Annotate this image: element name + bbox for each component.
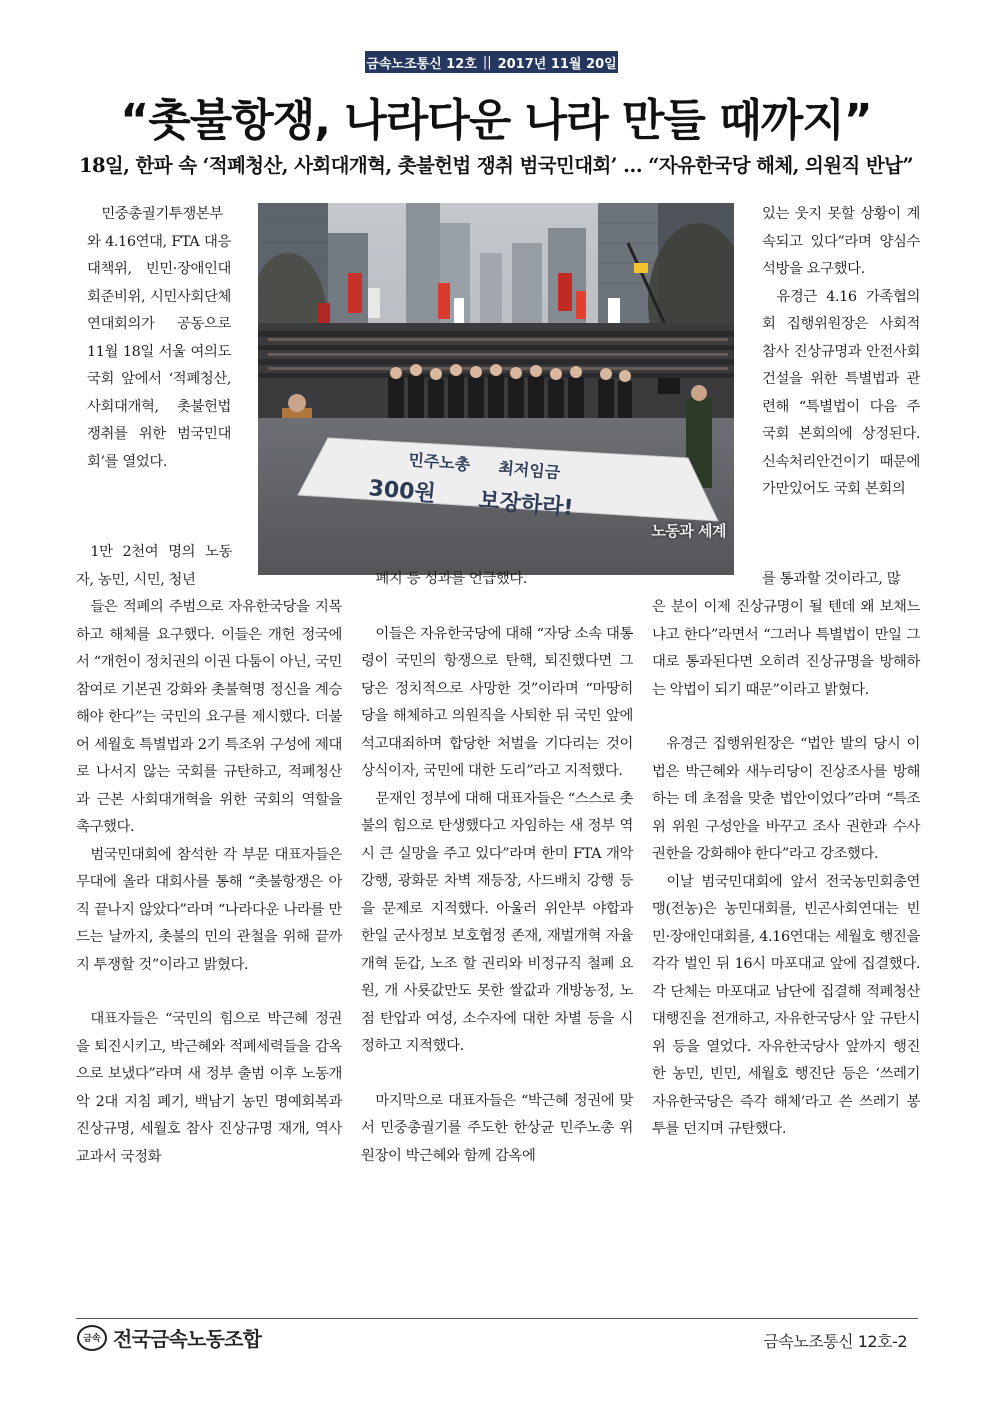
column-1-bottom [76, 594, 342, 1171]
paragraph: 마지막으로 대표자들은 “박근혜 정권에 맞서 민중총궐기를 주도한 한상균 민주노총 위원장이 박근혜와 함께 감옥에 [361, 1092, 633, 1164]
headline: “촛불항쟁, 나라다운 나라 만들 때까지” [120, 95, 872, 146]
column-1-top [87, 201, 231, 476]
publication-date: 2017년 11월 20일 [497, 56, 617, 72]
paragraph: 를 통과할 것이라고, 많 [762, 571, 901, 587]
paragraph: 대표자들은 “국민의 힘으로 박근혜 정권을 퇴진시키고, 박근혜와 적폐세력들을 감옥으로 보냈다”라며 새 정부 출범 이후 노동개악 2대 지침 폐기, 백남기 농민 명예회복과 진상규명, 세월호 참사 진상규명 재개, 역사교과서 국정화 [76, 1011, 342, 1165]
paragraph: 문재인 정부에 대해 대표자들은 “스스로 촛불의 힘으로 탄생했다고 자임하는 새 정부 역시 큰 실망을 주고 있다”라며 한미 FTA 개악 강행, 광화문 차벽 재등장, 사드배치 강행 등을 문제로 지적했다. 아울러 위안부 야합과 한일 군사정보 보호협정 존재, 재벌개혁 자율개혁 둔갑, 노조 할 권리와 비정규직 철폐 요원, 개 사룟값만도 못한 쌀값과 개방농정, 노점 탄압과 여성, 소수자에 대한 차별 등을 시정하고 지적했다. [361, 790, 633, 1054]
banner-line-1: 민주노총 [407, 450, 471, 475]
union-name: 전국금속노동조합 [113, 1327, 262, 1351]
union-logo [77, 1323, 261, 1352]
banner-line-3: 300원 [367, 476, 437, 507]
paragraph: 들은 적폐의 주범으로 자유한국당을 지목하고 해체를 요구했다. 이들은 개헌 정국에서 “개헌이 정치권의 이권 다툼이 아닌, 국민 참여로 기본권 강화와 촛불혁명 정신을 계승해야 한다”는 국민의 요구를 제시했다. 더불어 세월호 특별법과 2기 특조위 구성에 제대로 나서지 않는 국회를 규탄하고, 적폐청산과 근본 사회대개혁을 위한 국회의 역할을 촉구했다. [76, 599, 342, 835]
paragraph: 1만 2천여 명의 노동자, 농민, 시민, 청년 [76, 544, 232, 588]
paragraph: 유경근 4.16 가족협의회 집행위원장은 사회적 참사 진상규명과 안전사회 건설을 위한 특별법과 관련해 “특별법이 다음 주 국회 본회의에 상정된다. 신속처리안건이기 때문에 가만있어도 국회 본회의 [762, 288, 920, 497]
paragraph: 이들은 자유한국당에 대해 “자당 소속 대통령이 국민의 항쟁으로 탄핵, 퇴진했다면 그 당은 정치적으로 사망한 것”이라며 “마땅히 당을 해체하고 의원직을 사퇴한 뒤 국민 앞에 석고대죄하며 합당한 처벌을 기다리는 것이 상식이자, 국민에 대한 도리”라고 지적했다. [361, 625, 633, 779]
column-1-mid [76, 539, 232, 594]
union-emblem-icon: 금속 [77, 1325, 107, 1351]
paragraph: 폐지 등 성과를 언급했다. [375, 571, 528, 587]
column-3-top [762, 201, 920, 504]
publication-title: 금속노조통신 12호 [366, 56, 477, 72]
paragraph: 은 분이 이제 진상규명이 될 텐데 왜 보채느냐고 한다”라면서 “그러나 특별법이 만일 그대로 통과된다면 오히려 진상규명을 방해하는 악법이 되기 때문”이라고 밝혔다. [652, 599, 920, 698]
column-2 [361, 566, 633, 1170]
photo-credit: 노동과 세계 [651, 522, 726, 540]
header-separator: || [482, 54, 492, 70]
publication-header [365, 51, 618, 73]
page-label: 금속노조통신 12호-2 [763, 1332, 907, 1351]
banner-line-4: 보장하라! [477, 488, 575, 522]
column-3-bottom [652, 594, 920, 1144]
footer-divider [76, 1318, 918, 1319]
banner-line-2: 최저임금 [497, 458, 561, 483]
subheadline: 18일, 한파 속 ‘적폐청산, 사회대개혁, 촛불헌법 쟁취 범국민대회’ … “자유한국당 해체, 의원직 반납” [78, 154, 913, 177]
rally-photo [258, 203, 734, 575]
paragraph: 있는 웃지 못할 상황이 계속되고 있다”라며 양심수 석방을 요구했다. [762, 206, 920, 277]
paragraph: 민중총궐기투쟁본부와 4.16연대, FTA 대응대책위, 빈민·장애인대회준비위, 시민사회단체연대회의가 공동으로 11월 18일 서울 여의도 국회 앞에서 ‘적폐청산, 사회대개혁, 촛불헌법 쟁취를 위한 범국민대회’를 열었다. [87, 206, 231, 470]
paragraph: 이날 범국민대회에 앞서 전국농민회총연맹(전농)은 농민대회를, 빈곤사회연대는 빈민·장애인대회를, 4.16연대는 세월호 행진을 각각 벌인 뒤 16시 마포대교 앞에 집결했다. 각 단체는 마포대교 남단에 집결해 적폐청산 대행진을 전개하고, 자유한국당사 앞 규탄시위 등을 열었다. 자유한국당사 앞까지 행진한 농민, 빈민, 세월호 행진단 등은 ‘쓰레기 자유한국당은 즉각 해체’라고 쓴 쓰레기 봉투를 던지며 규탄했다. [652, 873, 920, 1137]
column-3-mid [762, 566, 920, 594]
paragraph: 범국민대회에 참석한 각 부문 대표자들은 무대에 올라 대회사를 통해 “촛불항쟁은 아직 끝나지 않았다”라며 “나라다운 나라를 만드는 날까지, 촛불의 민의 관철을 위해 끝까지 투쟁할 것”이라고 밝혔다. [76, 846, 342, 973]
paragraph: 유경근 집행위원장은 “법안 발의 당시 이 법은 박근혜와 새누리당이 진상조사를 방해하는 데 초점을 맞춘 법안이었다”라며 “특조위 위원 구성안을 바꾸고 조사 권한과 수사 권한을 강화해야 한다”라고 강조했다. [652, 736, 920, 862]
